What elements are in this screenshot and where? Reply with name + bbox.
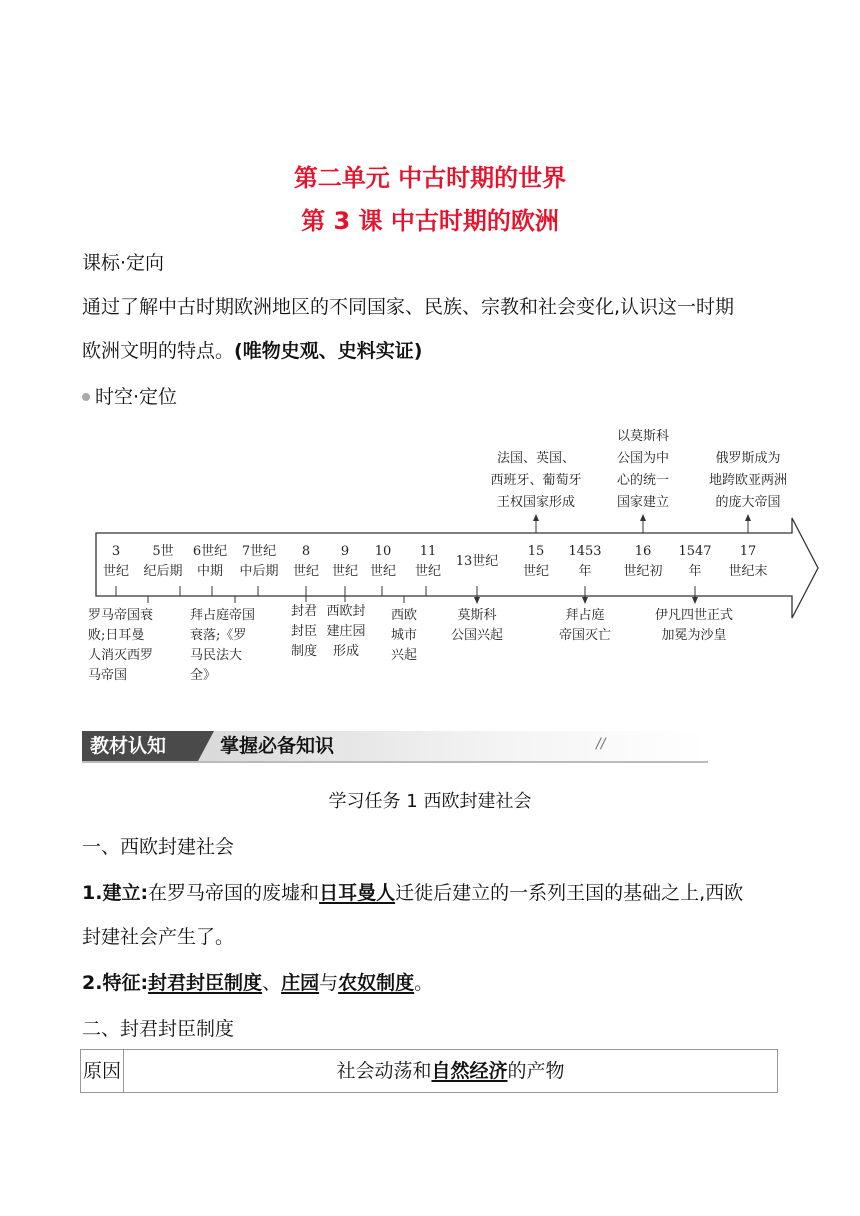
event-line: 马帝国 xyxy=(88,668,128,683)
banner-label: 教材认知 xyxy=(82,731,198,761)
tick-line-2: 年 xyxy=(578,564,592,579)
banner-mark: // xyxy=(596,736,606,752)
event-line: 公国兴起 xyxy=(450,628,503,643)
down-arrowhead xyxy=(582,597,588,604)
term-label: 2.特征: xyxy=(82,972,149,994)
up-arrowhead xyxy=(745,514,751,521)
event-line: 加冕为沙皇 xyxy=(661,628,727,643)
event-line: 兴起 xyxy=(390,648,417,663)
banner-underline xyxy=(82,761,708,763)
tick-label xyxy=(234,542,284,582)
paragraph-features xyxy=(82,967,433,1000)
curriculum-text: 欧洲文明的特点。 xyxy=(82,340,235,362)
tick-line-1: 3 xyxy=(111,544,121,559)
tick-label xyxy=(450,552,504,572)
tick-line-2: 中期 xyxy=(196,564,223,579)
event-below xyxy=(286,602,322,662)
event-line: 心的统一 xyxy=(616,473,669,488)
tick-line-2: 世纪 xyxy=(414,564,441,579)
spacetime-label: 时空·定位 xyxy=(95,386,178,408)
event-line: 拜占庭 xyxy=(565,608,605,623)
tick-label xyxy=(516,542,556,582)
key-term: 农奴制度 xyxy=(338,972,415,994)
tick-line-2: 中后期 xyxy=(239,564,279,579)
event-line: 伊凡四世正式 xyxy=(654,608,733,623)
lesson-title: 第 3 课 中古时期的欧洲 xyxy=(301,207,559,235)
tick-line-2: 世纪初 xyxy=(623,564,663,579)
text: 的产物 xyxy=(507,1060,565,1082)
event-above xyxy=(603,426,683,514)
text: 与 xyxy=(319,972,339,994)
event-line: 败;日耳曼 xyxy=(88,628,145,643)
tick-line-2: 世纪末 xyxy=(728,564,768,579)
tick-line-2: 世纪 xyxy=(522,564,549,579)
paragraph-establish-line-2: 封建社会产生了。 xyxy=(82,926,235,948)
tick-line-1: 7世纪 xyxy=(241,544,277,559)
event-line: 西班牙、葡萄牙 xyxy=(490,473,582,488)
event-above xyxy=(692,448,804,514)
event-line: 衰落;《罗 xyxy=(190,628,247,643)
event-line: 公国为中 xyxy=(616,451,669,466)
bracket xyxy=(382,586,426,596)
down-arrowhead xyxy=(474,597,480,604)
event-line: 莫斯科 xyxy=(457,608,497,623)
tick-line-2: 世纪 xyxy=(292,564,319,579)
text: 迁徙后建立的一系列王国的基础之上,西欧 xyxy=(395,882,744,904)
tick-label xyxy=(100,542,132,582)
tick-label xyxy=(188,542,232,582)
event-below xyxy=(88,606,172,686)
event-line: 西欧 xyxy=(390,608,417,623)
info-table xyxy=(80,1049,778,1093)
event-above xyxy=(476,448,596,514)
curriculum-line-1: 通过了解中古时期欧洲地区的不同国家、民族、宗教和社会变化,认识这一时期 xyxy=(82,296,735,318)
bracket xyxy=(212,586,258,596)
event-below xyxy=(642,606,746,646)
banner-notch xyxy=(198,731,214,761)
bullet-dot-icon xyxy=(82,393,90,401)
event-line: 城市 xyxy=(390,628,417,643)
bracket xyxy=(116,586,180,596)
timeline xyxy=(80,428,820,708)
banner-subtitle: 掌握必备知识 xyxy=(220,735,335,757)
paragraph-establish-line-1 xyxy=(82,877,743,910)
tick-line-1: 16 xyxy=(634,544,652,559)
tick-line-1: 15 xyxy=(527,544,545,559)
up-arrowhead xyxy=(640,514,646,521)
tick-label xyxy=(722,542,774,582)
curriculum-literacy: (唯物史观、史料实证) xyxy=(234,340,423,362)
event-line: 以莫斯科 xyxy=(616,429,669,444)
key-term: 日耳曼人 xyxy=(319,882,396,904)
event-below xyxy=(384,606,424,666)
tick-label xyxy=(672,542,718,582)
key-term: 封君封臣制度 xyxy=(148,972,263,994)
down-arrowhead xyxy=(692,597,698,604)
tick-line-2: 世纪 xyxy=(369,564,396,579)
event-line: 西欧封 xyxy=(326,604,366,619)
event-line: 建庄园 xyxy=(326,624,366,639)
tick-line-1: 11 xyxy=(419,544,437,559)
tick-label xyxy=(365,542,401,582)
tick-label xyxy=(562,542,608,582)
tick-line-2: 纪后期 xyxy=(143,564,183,579)
text: 。 xyxy=(414,972,434,994)
term-label: 1.建立: xyxy=(82,882,149,904)
event-below xyxy=(442,606,512,646)
tick-line-1: 8 xyxy=(301,544,311,559)
event-below xyxy=(190,606,274,686)
event-below xyxy=(550,606,620,646)
curriculum-label: 课标·定向 xyxy=(82,252,165,274)
text: 在罗马帝国的废墟和 xyxy=(148,882,320,904)
event-line: 国家建立 xyxy=(616,495,669,510)
event-line: 制度 xyxy=(290,644,317,659)
event-line: 俄罗斯成为 xyxy=(715,451,781,466)
section-2-heading: 二、封君封臣制度 xyxy=(82,1018,235,1040)
task-title: 学习任务 1 西欧封建社会 xyxy=(328,791,532,812)
event-line: 拜占庭帝国 xyxy=(190,608,256,623)
tick-label xyxy=(327,542,363,582)
tick-line-1: 9 xyxy=(340,544,350,559)
event-line: 全》 xyxy=(190,668,217,683)
tick-line-1: 6世纪 xyxy=(192,544,228,559)
tick-line-1: 17 xyxy=(739,544,757,559)
event-line: 封君 xyxy=(290,604,317,619)
event-line: 封臣 xyxy=(290,624,317,639)
event-line: 法国、英国、 xyxy=(496,451,575,466)
text: 社会动荡和 xyxy=(336,1060,432,1082)
section-1-heading: 一、西欧封建社会 xyxy=(82,836,235,858)
tick-label xyxy=(410,542,446,582)
event-line: 王权国家形成 xyxy=(496,495,575,510)
event-below xyxy=(320,602,372,662)
tick-line-2: 世纪 xyxy=(102,564,129,579)
event-line: 地跨欧亚两洲 xyxy=(708,473,787,488)
tick-line-2: 年 xyxy=(688,564,702,579)
event-line: 马民法大 xyxy=(190,648,243,663)
tick-label xyxy=(288,542,324,582)
tick-line-1: 1547 xyxy=(678,544,712,559)
event-line: 帝国灭亡 xyxy=(558,628,611,643)
tick-label xyxy=(138,542,188,582)
event-line: 罗马帝国衰 xyxy=(88,608,154,623)
key-term: 庄园 xyxy=(281,972,320,994)
event-line: 形成 xyxy=(332,644,359,659)
tick-line-2: 世纪 xyxy=(331,564,358,579)
up-arrowhead xyxy=(533,514,539,521)
tick-line-1: 5世 xyxy=(152,544,174,559)
event-line: 人消灭西罗 xyxy=(88,648,154,663)
unit-title: 第二单元 中古时期的世界 xyxy=(293,164,567,192)
event-line: 的庞大帝国 xyxy=(715,495,781,510)
text: 、 xyxy=(262,972,282,994)
tick-line-1: 10 xyxy=(374,544,392,559)
tick-label xyxy=(616,542,670,582)
key-term: 自然经济 xyxy=(431,1060,508,1082)
table-row-label: 原因 xyxy=(81,1050,124,1092)
curriculum-line-2 xyxy=(82,335,422,368)
tick-line-1: 1453 xyxy=(568,544,602,559)
table-row-value xyxy=(124,1050,777,1092)
tick-line-2: 13世纪 xyxy=(455,554,499,569)
